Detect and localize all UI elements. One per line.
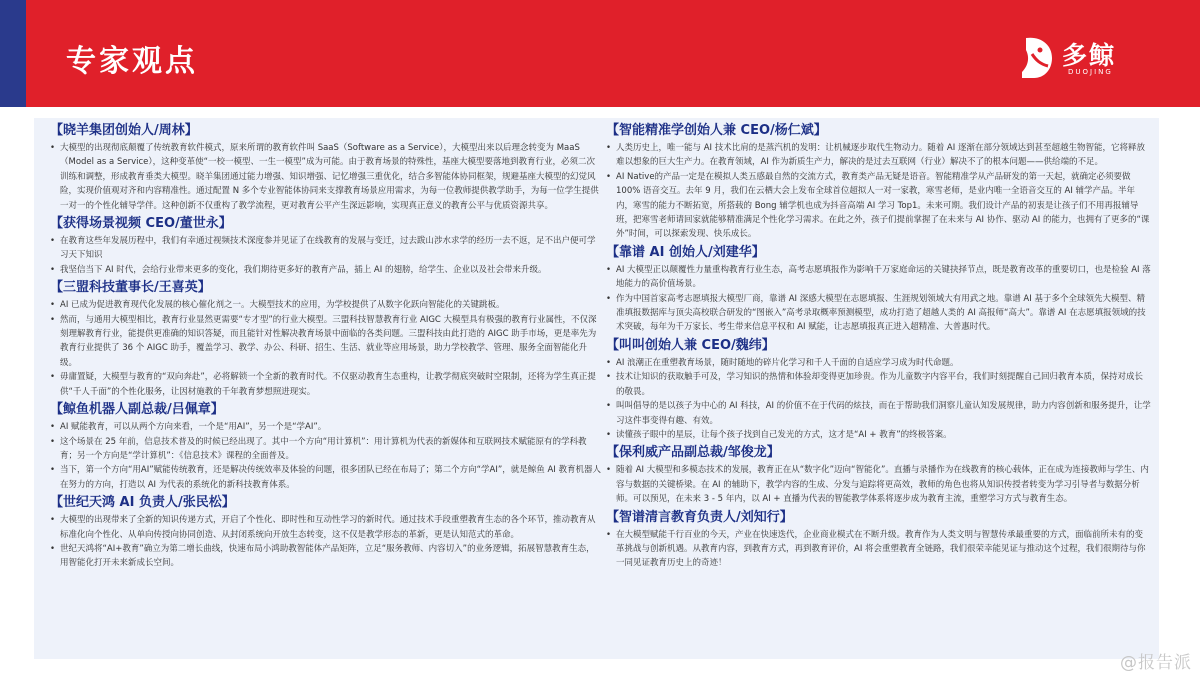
expert-section-title: 【晓羊集团创始人/周林】 [50, 123, 198, 138]
expert-quote-list [50, 234, 601, 277]
watermark: @报告派 [1120, 653, 1192, 673]
expert-quote-list [50, 420, 601, 492]
expert-section-title: 【叫叫创始人兼 CEO/魏纬】 [606, 337, 775, 353]
expert-section-title: 【智谱清言教育负责人/刘知行】 [606, 509, 793, 525]
expert-quote-bullet: • AI 已成为促进教育现代化发展的核心催化剂之一。大模型技术的应用，为学校提供了从数字化跃向智能化的关键跳板。 [50, 298, 601, 312]
expert-quote-bullet: • 在教育这些年发展历程中，我们有幸通过视频技术深度参并见证了在线教育的发展与变迁，过去跋山涉水求学的经历一去不返，足不出户便可学习天下知识 [50, 234, 601, 263]
expert-section-title: 【靠谱 AI 创始人/刘建华】 [606, 244, 765, 260]
expert-quote-bullet: • 毋庸置疑，大模型与教育的“双向奔赴”，必将解锁一个全新的教育时代。不仅驱动教育生态重构，让教学彻底突破时空限制，还将为学生真正提供“千人千面”的个性化服务，让因材施教的千年教育梦想照进现实。 [50, 370, 601, 399]
left-column [50, 122, 601, 573]
expert-section-title: 【获得场景视频 CEO/董世永】 [50, 216, 232, 232]
expert-quote-bullet: • 我坚信当下 AI 时代，会给行业带来更多的变化，我们期待更多好的教育产品，插上 AI 的翅膀，给学生、企业以及社会带来升级。 [50, 263, 601, 277]
expert-section-title: 【三盟科技董事长/王喜英】 [50, 280, 211, 296]
expert-section-title: 【保利威产品副总裁/邹俊龙】 [606, 445, 780, 461]
expert-section-title: 【智能精准学创始人兼 CEO/杨仁斌】 [606, 123, 827, 138]
expert-quote-bullet: • AI 大模型正以颠覆性力量重构教育行业生态，高考志愿填报作为影响千万家庭命运的关键抉择节点，既是教育改革的重要切口，也是检验 AI 落地能力的高价值场景。 [606, 263, 1151, 292]
logo-text: 多鲸 [1062, 41, 1117, 70]
right-column [606, 122, 1151, 573]
expert-quote-list [606, 463, 1151, 506]
expert-quote-bullet: • AI 赋能教育，可以从两个方向来看，一个是“用AI”，另一个是“学AI”。 [50, 420, 601, 434]
header-bar [0, 0, 1200, 107]
expert-opinions-panel [34, 118, 1159, 659]
expert-quote-bullet: • 人类历史上，唯一能与 AI 技术比肩的是蒸汽机的发明：让机械逐步取代生物动力。随着 AI 逐渐在部分领域达到甚至超越生物智能，它将释放难以想象的巨大生产力。在教育领域，AI 作为新质生产力，解决的是过去互联网（行业）解决不了的根本问题——供给端的不足。 [606, 141, 1151, 170]
header-accent-stripe [0, 0, 26, 107]
expert-quote-bullet: • 读懂孩子眼中的星辰，让每个孩子找到自己发光的方式，这才是“AI + 教育”的终极答案。 [606, 428, 1151, 442]
page-title: 专家观点 [66, 44, 198, 79]
expert-quote-bullet: • 大模型的出现彻底颠覆了传统教育软件模式，原来所谓的教育软件叫 SaaS（Software as a Service），大模型出来以后理念转变为 MaaS（Model as a Service），这种变革使“一校一模型、一生一模型”成为可能。由于教育场景的特殊性，基座大模型要落地到教育行业，必须二次训练和调整，形成教育垂类大模型。晓羊集团通过能力增强、知识增强、记忆增强三重优化，结合多智能体协同框架，规避基座大模型的幻觉风险，实现价值观对齐和内容精准性。通过配置 N 多个专业智能体协同来支撑教育场景应用需求，为每一位教师提供教学助手，为每一位学生提供一对一的个性化辅导学伴。这种创新不仅重构了教学流程，更对教育公平产生深远影响，实现真正意义的教育公平与优质资源共享。 [50, 141, 601, 213]
expert-quote-bullet: • 然而，与通用大模型相比，教育行业显然更需要“专才型”的行业大模型。三盟科技智慧教育行业 AIGC 大模型具有极强的教育行业属性，不仅深刻理解教育行业，能提供更准确的知识答疑，而且能针对性解决教育场景中面临的各类问题。三盟科技由此打造的 AIGC 助手市场，更是率先为教育行业提供了 36 个 AIGC 助手，覆盖学习、教学、办公、科研、招生、生活、就业等应用场景，助力学校教学、管理、服务全面智能化升级。 [50, 313, 601, 371]
expert-quote-bullet: • AI 浪潮正在重塑教育场景，随时随地的碎片化学习和千人千面的自适应学习成为时代命题。 [606, 356, 1151, 370]
expert-quote-list [50, 141, 601, 213]
expert-quote-list [606, 356, 1151, 442]
expert-quote-bullet: • AI Native的产品一定是在模拟人类五感最自然的交流方式，教育类产品无疑是语音。智能精准学从产品研发的第一天起，就确定必须要做 100% 语音交互。去年 9 月，我们在云栖大会上发布全球首位超拟人一对一家教，寒雪老师，是业内唯一全语音交互的 AI 辅学产品。半年内，寒雪的能力不断拓宽，所搭载的 Bong 辅学机也成为抖音高端 AI 学习 Top1。未来可期。我们设计产品的初衷是让孩子们不用再报辅导班，把寒雪老师请回家就能够精准满足个性化学习需求。在此之外，孩子们提前掌握了在未来与 AI 协作、驱动 AI 的能力，也拥有了更多的“课外”时间，可以探索发现、快乐成长。 [606, 170, 1151, 242]
expert-quote-bullet: • 当下，第一个方向“用AI”赋能传统教育，还是解决传统效率及体验的问题，很多团队已经在布局了；第二个方向“学AI”，就是鲸鱼 AI 教育机器人在努力的方向，打造以 AI 为代表的系统化的新科技教育体系。 [50, 463, 601, 492]
expert-quote-bullet: • 随着 AI 大模型和多模态技术的发展，教育正在从“数字化”迈向“智能化”。直播与录播作为在线教育的核心载体，正在成为连接教师与学生、内容与数据的关键桥梁。在 AI 的辅助下，教学内容的生成、分发与追踪将更高效，教师的角色也将从知识传授者转变为学习引导者与数据分析师。可以预见，在未来 3 - 5 年内，以 AI + 直播为代表的智能教学体系将逐步成为教育主流，重塑学习方式与教育生态。 [606, 463, 1151, 506]
expert-quote-list [606, 528, 1151, 571]
brand-logo [1018, 30, 1138, 82]
expert-quote-list [50, 298, 601, 399]
expert-quote-list [606, 141, 1151, 242]
expert-section-title: 【世纪天鸿 AI 负责人/张民松】 [50, 495, 235, 511]
expert-quote-bullet: • 作为中国首家高考志愿填报大模型厂商，靠谱 AI 深感大模型在志愿填报、生涯规划领域大有用武之地。靠谱 AI 基于多个全球领先大模型、精准填报数据库与顶尖高校联合研发的“图嵌入”高考录取概率预测模型，成功打造了超越人类的 AI 高报师“高大”。靠谱 AI 在志愿填报领域的技术突破，每年为千万家长、考生带来信息平权和 AI 赋能，让志愿填报真正进入超精准、大普惠时代。 [606, 292, 1151, 335]
expert-quote-bullet: • 世纪天鸿将“AI+教育”确立为第二增长曲线，快速布局小鸿助教智能体产品矩阵，立足“服务教师、内容切入”的业务逻辑，拓展智慧教育生态，用智能化打开未来新成长空间。 [50, 542, 601, 571]
expert-quote-bullet: • 技术让知识的获取触手可及，学习知识的热情和体验却变得更加珍贵。作为儿童数字内容平台，我们时刻提醒自己回归教育本质，保持对成长的敬畏。 [606, 370, 1151, 399]
expert-quote-list [606, 263, 1151, 335]
expert-quote-list [50, 513, 601, 571]
expert-section-title: 【鲸鱼机器人副总裁/吕佩章】 [50, 402, 224, 418]
whale-logo-icon [1018, 36, 1056, 80]
expert-quote-bullet: • 在大模型赋能千行百业的今天，产业在快速迭代，企业商业模式在不断升级。教育作为人类文明与智慧传承最重要的方式，面临前所未有的变革挑战与创新机遇。从教育内容，到教育方式，再到教育评价，AI 将会重塑教育全链路，我们很荣幸能见证与推动这个过程，我们很期待与你一同见证教育历史上的奇迹！ [606, 528, 1151, 571]
expert-quote-bullet: • 叫叫倡导的是以孩子为中心的 AI 科技，AI 的价值不在于代码的炫技，而在于帮助我们洞察儿童认知发展规律，助力内容创新和服务提升，让学习这件事变得有趣、有效。 [606, 399, 1151, 428]
expert-quote-bullet: • 大模型的出现带来了全新的知识传递方式，开启了个性化、即时性和互动性学习的新时代。通过技术手段重塑教育生态的各个环节，推动教育从标准化向个性化、从单向传授向协同创造、从封闭系统向开放生态转变，这不仅是教学形态的革新，更是认知范式的革命。 [50, 513, 601, 542]
expert-quote-bullet: • 这个场景在 25 年前，信息技术普及的时候已经出现了。其中一个方向“用计算机”：用计算机为代表的新媒体和互联网技术赋能原有的学科教育；另一个方向是“学计算机”：《信息技术》课程的全面普及。 [50, 435, 601, 464]
logo-subtext: DUOJING [1068, 68, 1113, 76]
